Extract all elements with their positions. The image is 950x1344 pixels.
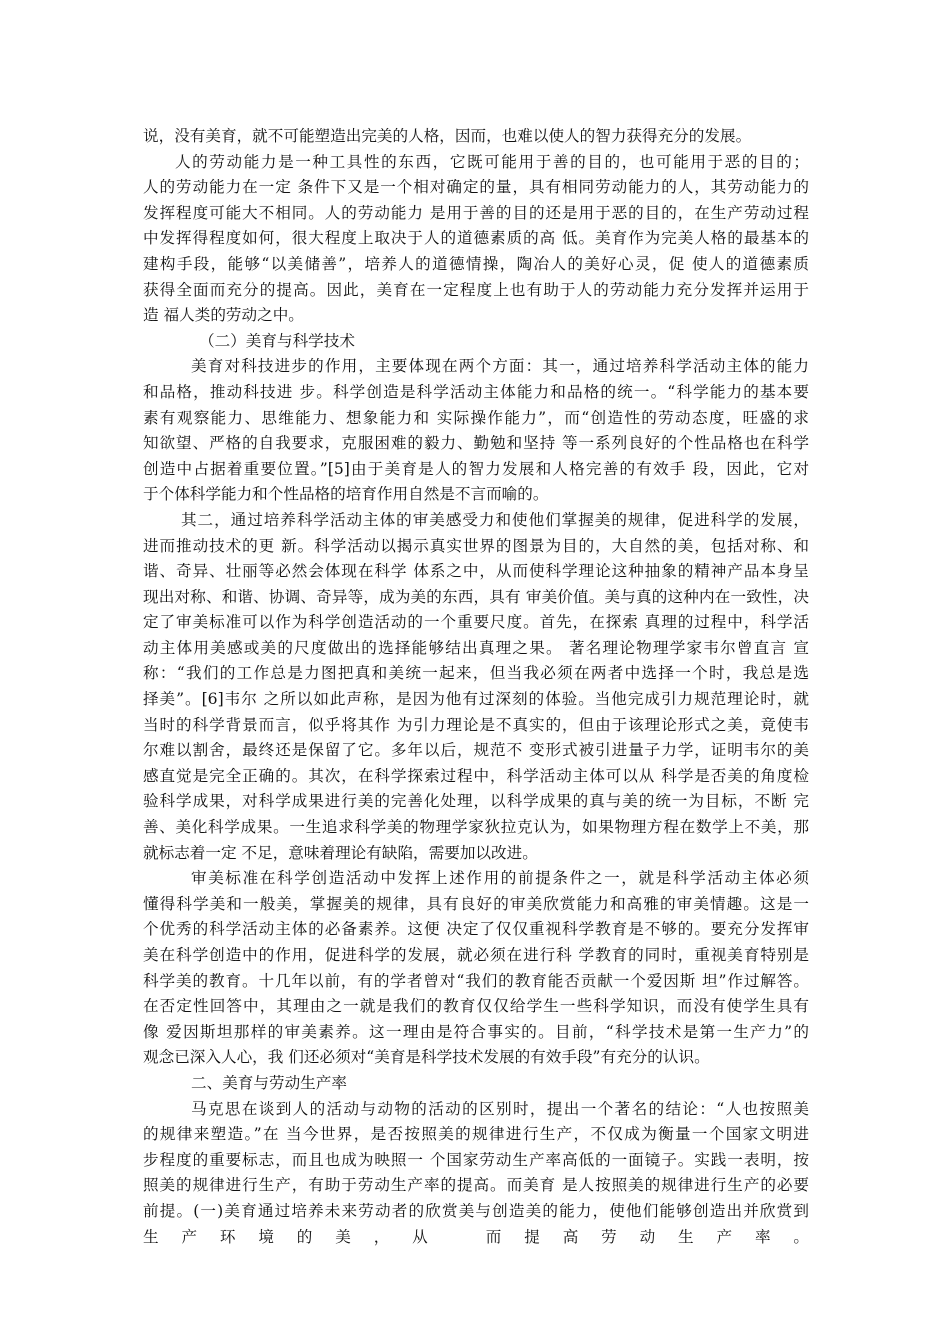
text-line: 素有观察能力、思维能力、想象能力和 实际操作能力”，而“创造性的劳动态度，旺盛的求 — [143, 408, 809, 427]
section-heading — [143, 1071, 809, 1097]
paragraph — [143, 354, 809, 508]
text-line: 二、美育与劳动生产率 — [191, 1073, 347, 1092]
text-line: 个优秀的科学活动主体的必备素养。这便 决定了仅仅重视科学教育是不够的。要充分发挥审 — [143, 920, 809, 939]
text-line: 人的劳动能力是一种工具性的东西，它既可能用于善的目的，也可能用于恶的目的； — [175, 152, 809, 171]
text-line: 现出对称、和谐、协调、奇异等，成为美的东西，具有 审美价值。美与真的这种内在一致性，决 — [143, 587, 809, 606]
text-line: 尔难以割舍，最终还是保留了它。多年以后，规范不 变形式被引进量子力学，证明韦尔的美 — [143, 741, 809, 760]
text-line: 观念已深入人心，我 们还必须对“美育是科学技术发展的有效手段”有充分的认识。 — [143, 1048, 710, 1067]
text-line: 建构手段，能够“以美储善”，培养人的道德情操，陶冶人的美好心灵，促 使人的道德素质 — [143, 254, 809, 273]
text-line: 当时的科学背景而言，似乎将其作 为引力理论是不真实的，但由于该理论形式之美，竟使韦 — [143, 715, 809, 734]
text-line: 像 爱因斯坦那样的审美素养。这一理由是符合事实的。目前，“科学技术是第一生产力”的 — [143, 1022, 809, 1041]
paragraph — [143, 124, 809, 150]
text-line: 于个体科学能力和个性品格的培育作用自然是不言而喻的。 — [143, 485, 549, 504]
text-line: 感直觉是完全正确的。其次，在科学探索过程中，科学活动主体可以从 科学是否美的角度检 — [143, 766, 809, 785]
text-line: 美在科学创造中的作用，促进科学的发展，就必须在进行科 学教育的同时，重视美育特别是 — [143, 946, 809, 964]
section-heading — [143, 329, 809, 355]
paragraph — [143, 1097, 809, 1251]
text-line: 善、美化科学成果。一生追求科学美的物理学家狄拉克认为，如果物理方程在数学上不美，那 — [143, 818, 809, 837]
text-line: 和品格，推动科技进 步。科学创造是科学活动主体能力和品格的统一。“科学能力的基本要 — [143, 382, 809, 401]
document-body — [143, 124, 809, 1250]
text-line: 验科学成果，对科学成果进行美的完善化处理，以科学成果的真与美的统一为目标，不断 完 — [143, 792, 809, 811]
text-line: 进而推动技术的更 新。科学活动以揭示真实世界的图景为目的，大自然的美，包括对称、和 — [143, 536, 809, 555]
text-line: 获得全面而充分的提高。因此，美育在一定程度上也有助于人的劳动能力充分发挥并运用于 — [143, 280, 809, 299]
text-line: 就标志着一定 不足，意味着理论有缺陷，需要加以改进。 — [143, 843, 538, 862]
text-line: 马克思在谈到人的活动与动物的活动的区别时，提出一个著名的结论：“人也按照美 — [191, 1099, 809, 1118]
text-line: 步程度的重要标志，而且也成为映照一 个国家劳动生产率高低的一面镜子。实践一表明，按 — [143, 1150, 809, 1169]
text-line: 动主体用美感或美的尺度做出的选择能够结出真理之果。 著名理论物理学家韦尔曾直言 宣 — [143, 638, 809, 657]
paragraph — [143, 866, 809, 1071]
text-line: 说，没有美育，就不可能塑造出完美的人格，因而，也难以使人的智力获得充分的发展。 — [143, 127, 752, 145]
text-line: 定了审美标准可以作为科学创造活动的一个重要尺度。首先，在探索 真理的过程中，科学活 — [143, 613, 809, 632]
paragraph — [143, 508, 809, 866]
text-line: 造 福人类的劳动之中。 — [143, 306, 304, 325]
text-line: 生 产 环 境 的 美 ， 从 而 提 高 劳 动 生 产 率 。 — [143, 1227, 809, 1246]
text-line: 人的劳动能力在一定 条件下又是一个相对确定的量，具有相同劳动能力的人，其劳动能力的 — [143, 178, 809, 197]
text-line: 科学美的教育。十几年以前，有的学者曾对“我们的教育能否贡献一个爱因斯 坦”作过解答。 — [143, 971, 809, 990]
text-line: 谐、奇异、壮丽等必然会体现在科学 体系之中，从而使科学理论这种抽象的精神产品本身呈 — [143, 562, 809, 581]
text-line: 前提。(一)美育通过培养未来劳动者的欣赏美与创造美的能力，使他们能够创造出并欣赏到 — [143, 1201, 809, 1220]
text-line: 懂得科学美和一般美，掌握美的规律，具有良好的审美欣赏能力和高雅的审美情趣。这是一 — [143, 894, 809, 913]
text-line: 择美”。[6]韦尔 之所以如此声称，是因为他有过深刻的体验。当他完成引力规范理论时，就 — [143, 690, 809, 709]
paragraph — [143, 150, 809, 329]
text-line: 美育对科技进步的作用，主要体现在两个方面：其一，通过培养科学活动主体的能力 — [191, 357, 809, 376]
text-line: 知欲望、严格的自我要求，克服困难的毅力、勤勉和坚持 等一系列良好的个性品格也在科学 — [143, 434, 809, 453]
text-line: 中发挥得程度如何，很大程度上取决于人的道德素质的高 低。美育作为完美人格的最基本的 — [143, 229, 809, 248]
text-line: 在否定性回答中，其理由之一就是我们的教育仅仅给学生一些科学知识，而没有使学生具有 — [143, 997, 809, 1016]
text-line: 的规律来塑造。”在 当今世界，是否按照美的规律进行生产，不仅成为衡量一个国家文明进 — [143, 1125, 809, 1144]
text-line: （二）美育与科学技术 — [199, 331, 355, 350]
text-line: 发挥程度可能大不相同。人的劳动能力 是用于善的目的还是用于恶的目的，在生产劳动过程 — [143, 203, 809, 222]
text-line: 创造中占据着重要位置。”[5]由于美育是人的智力发展和人格完善的有效手 段，因此，它对 — [143, 459, 809, 478]
text-line: 其二，通过培养科学活动主体的审美感受力和使他们掌握美的规律，促进科学的发展， — [181, 510, 809, 529]
text-line: 照美的规律进行生产，有助于劳动生产率的提高。而美育 是人按照美的规律进行生产的必要 — [143, 1176, 809, 1195]
text-line: 称：“我们的工作总是力图把真和美统一起来，但当我必须在两者中选择一个时，我总是选 — [143, 664, 809, 683]
text-line: 审美标准在科学创造活动中发挥上述作用的前提条件之一，就是科学活动主体必须 — [191, 869, 809, 888]
